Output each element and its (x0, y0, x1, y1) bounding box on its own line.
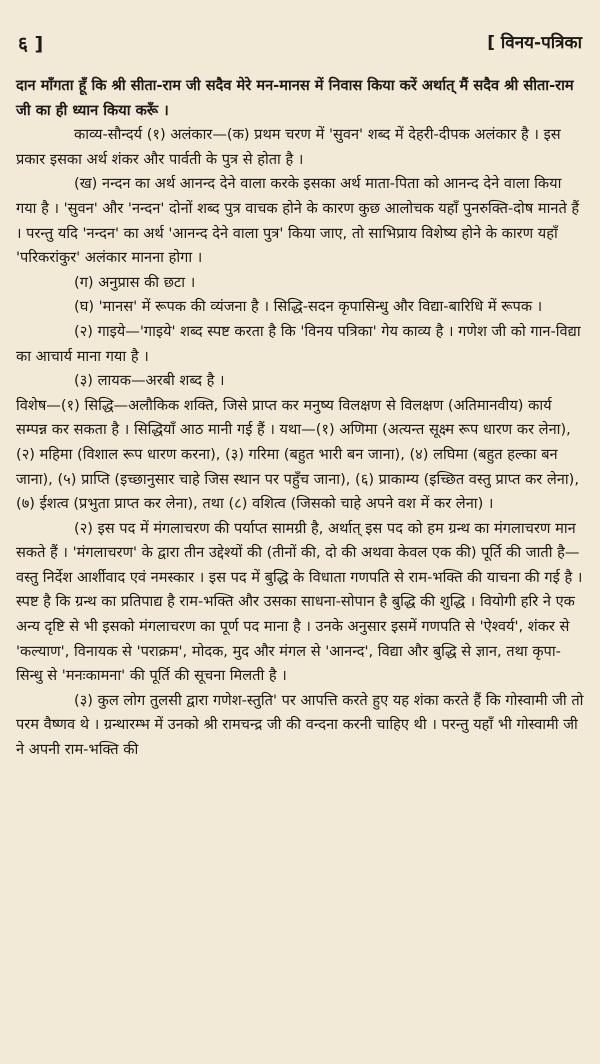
paragraph-10: (३) कुल लोग तुलसी द्वारा गणेश-स्तुति' पर आपत्ति करते हुए यह शंका करते हैं कि गोस्वामी जी तो परम वैष्णव थे । ग्रन्थारम्भ में उनको श्री रामचन्द्र जी की वन्दना करनी चाहिए थी । परन्तु यहाँ भी गोस्वामी जी ने अपनी राम-भक्ति की (16, 691, 584, 759)
paragraph-4: (ग) अनुप्रास की छटा । (74, 273, 196, 291)
paragraph-8: विशेष—(१) सिद्धि—अलौकिक शक्ति, जिसे प्राप्त कर मनुष्य विलक्षण से विलक्षण (अतिमानवीय) कार्य सम्पन्न कर सकता है । सिद्धियाँ आठ मानी गई हैं । यथा—(१) अणिमा (अत्यन्त सूक्ष्म रूप धारण कर लेना), (२) महिमा (विशाल रूप धारण करना), (३) गरिमा (बहुत भारी बन जाना), (४) लघिमा (बहुत हल्का बन जाना), (५) प्राप्ति (इच्छानुसार चाहे जिस स्थान पर पहुँच जाना), (६) प्राकाम्य (इच्छित वस्तु प्राप्त कर लेना), (७) ईशत्व (प्रभुता प्राप्त कर लेना), तथा (८) वशित्व (जिसको चाहे अपने वश में कर लेना) । (16, 396, 579, 513)
page-number: ६ ] (18, 33, 44, 55)
page-header (16, 30, 586, 74)
paragraph-6: (२) गाइये—'गाइये' शब्द स्पष्ट करता है कि 'विनय पत्रिका' गेय काव्य है । गणेश जी को गान-विद्या का आचार्य माना गया है । (16, 322, 581, 365)
paragraph-1: दान माँगता हूँ कि श्री सीता-राम जी सदैव मेरे मन-मानस में निवास किया करें अर्थात् मैं सदैव श्री सीता-राम जी का ही ध्यान किया करूँ । (16, 77, 574, 119)
body-text (16, 74, 586, 763)
running-title: [ विनय-पत्रिका (487, 33, 582, 53)
paragraph-9: (२) इस पद में मंगलाचरण की पर्याप्त सामग्री है, अर्थात् इस पद को हम ग्रन्थ का मंगलाचरण मान सकते हैं । 'मंगलाचरण' के द्वारा तीन उद्देश्यों की (तीनों की, दो की अथवा केवल एक की) पूर्ति की जाती है—वस्तु निर्देश आर्शीवाद एवं नमस्कार । इस पद में बुद्धि के विधाता गणपति से राम-भक्ति की याचना की गई है । स्पष्ट है कि ग्रन्थ का प्रतिपाद्य है राम-भक्ति और उसका साधना-सोपान है बुद्धि की शुद्धि । वियोगी हरि ने एक अन्य दृष्टि से भी इसको मंगलाचरण का पूर्ण पद माना है । उनके अनुसार इसमें गणपति से 'ऐश्वर्य', शंकर से 'कल्याण', विनायक से 'पराक्रम', मोदक, मुद और मंगल से 'आनन्द', विद्या और बुद्धि से ज्ञान, तथा कृपा-सिन्धु से 'मनःकामना' की पूर्ति की सूचना मिलती है । (16, 519, 583, 685)
paragraph-5: (घ) 'मानस' में रूपक की व्यंजना है । सिद्धि-सदन कृपासिन्धु और विद्या-बारिधि में रूपक । (74, 298, 543, 316)
paragraph-3: (ख) नन्दन का अर्थ आनन्द देने वाला करके इसका अर्थ माता-पिता को आनन्द देने वाला किया गया है । 'सुवन' और 'नन्दन' दोनों शब्द पुत्र वाचक होने के कारण कुछ आलोचक यहाँ पुनरुक्ति-दोष मानते हैं । परन्तु यदि 'नन्दन' का अर्थ 'आनन्द देने वाला पुत्र' किया जाए, तो साभिप्राय विशेष्य होने के कारण यहाँ 'परिकरांकुर' अलंकार मानना होगा । (16, 175, 580, 267)
paragraph-2: काव्य-सौन्दर्य (१) अलंकार—(क) प्रथम चरण में 'सुवन' शब्द में देहरी-दीपक अलंकार है । इस प्रकार इसका अर्थ शंकर और पार्वती के पुत्र से होता है । (16, 126, 561, 168)
paragraph-7: (३) लायक—अरबी शब्द है । (74, 372, 225, 390)
